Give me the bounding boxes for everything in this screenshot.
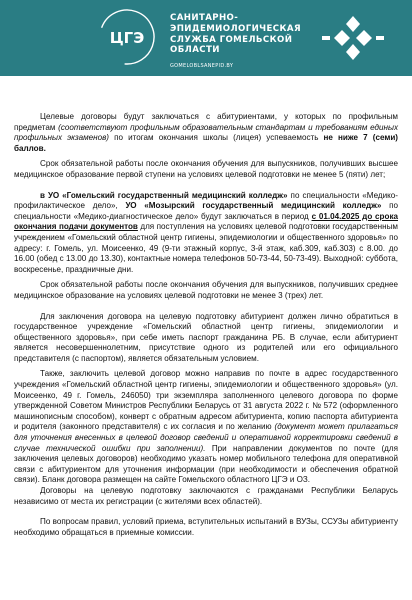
text-italic: (документ может прилагаться для уточнения внесенных в целевой договор сведений и оперативной корректировки сведений в случае технической ошибки при заполнении).: [14, 422, 398, 453]
organization-site-link[interactable]: GOMELOBLSANEPID.BY: [170, 63, 234, 69]
paragraph-admissions: По вопросам правил, условий приема, вступительных испытаний в ВУЗы, ССУЗы абитуриенту необходимо обращаться в приемные комиссии.: [14, 517, 398, 537]
org-line: СЛУЖБА ГОМЕЛЬСКОЙ: [170, 34, 293, 45]
document-body: [14, 112, 398, 538]
text: для поступления на условиях целевой подготовки государственным учреждением «Гомельский областной центр гигиены, эпидемиологии и общественного здоровья» по адресу: г. Гомель, ул. Моисеенко, 49 (9-ти этажный корпус, 3-й этаж, каб.309, каб.303) с 8.00. до 16.00 (обед с 13.00 до 13.30), контактные номера телефонов 50-73-44, 50-73-49). Выходной: суббота, воскресенье, праздничные дни.: [14, 222, 398, 274]
logo-text: ЦГЭ: [109, 29, 145, 47]
org-line: САНИТАРНО-: [170, 13, 239, 23]
text-bold: в УО «Гомельский государственный медицинский колледж»: [40, 190, 288, 200]
paragraph-service-term-secondary: Срок обязательной работы после окончания обучения для выпускников, получивших среднее медицинское образование на условиях целевой подготовки не менее 3 (трех) лет.: [14, 280, 398, 300]
text: по специальности «Медико-профилактическое дело»,: [14, 190, 398, 211]
cge-logo-icon: [98, 8, 156, 66]
text: При направлении документов по почте (для заключения целевых договоров) необходимо указать номер мобильного телефона для оперативной связи с абитуриентом для уточнения информации (при необходимости и обеспечения обратной связи). Бланк договора размещен на сайте Гомельского областного ЦГЭ и ОЗ.: [14, 443, 398, 485]
text: Также, заключить целевой договор можно направив по почте в адрес государственного учреждения «Гомельский областной центр гигиены, эпидемиологии и общественного здоровья» (ул. Моисеенко, 49 г. Гомель, 246050) три экземпляра заполненного целевого договора по форме утвержденной Советом Министров Республики Беларусь от 31 августа 2022 г. № 572 (оформленного машинописным способом), конверт с обратным адресом абитуриента, копию паспорта абитуриента и родителя (законного представителя) с их согласия и по желанию: [14, 369, 398, 432]
org-line: ЭПИДЕМИОЛОГИЧЕСКАЯ: [170, 23, 301, 34]
text-bold-underlined: с 01.04.2025 до срока окончания подачи документов: [14, 211, 399, 232]
text: по специальности «Медико-диагностическое дело» будут заключаться в период: [14, 201, 398, 221]
paragraph-colleges: [14, 191, 398, 276]
text-bold: не ниже 7 (семи) баллов.: [14, 133, 398, 153]
org-line: ОБЛАСТИ: [170, 45, 220, 56]
paragraph-service-term-higher: Срок обязательной работы после окончания обучения для выпускников, получивших высшее медицинское образование первой ступени на условиях целевой подготовки не менее 5 (пяти) лет;: [14, 159, 398, 179]
paragraph-requirements: [14, 112, 398, 154]
paragraph-citizens: Договоры на целевую подготовку заключаются с гражданами Республики Беларусь независимо от места их регистрации (с жителями всех областей).: [14, 486, 398, 506]
paragraph-by-mail: [14, 369, 398, 486]
text: по итогам окончания школы (лицея) успеваемость: [109, 133, 324, 143]
text: Целевые договоры будут заключаться с абитуриентами, у которых по профильным предметам: [14, 112, 398, 132]
text-italic: (соответствуют профильным образовательным стандартам и требованиям единых профильных экзаменов): [14, 122, 398, 143]
ornament-icon: [322, 14, 384, 62]
text-bold: УО «Мозырский государственный медицинский колледж»: [125, 201, 382, 211]
header-banner: [0, 0, 412, 76]
paragraph-in-person: Для заключения договора на целевую подготовку абитуриент должен лично обратиться в государственное учреждение «Гомельский областной центр гигиены, эпидемиологии и общественного здоровья», при себе иметь паспорт гражданина РБ. В случае, если абитуриент является несовершеннолетним, присутствие одного из родителей или его официального представителя (с паспортом), является обязательным условием.: [14, 311, 398, 363]
organization-title: [170, 13, 310, 56]
